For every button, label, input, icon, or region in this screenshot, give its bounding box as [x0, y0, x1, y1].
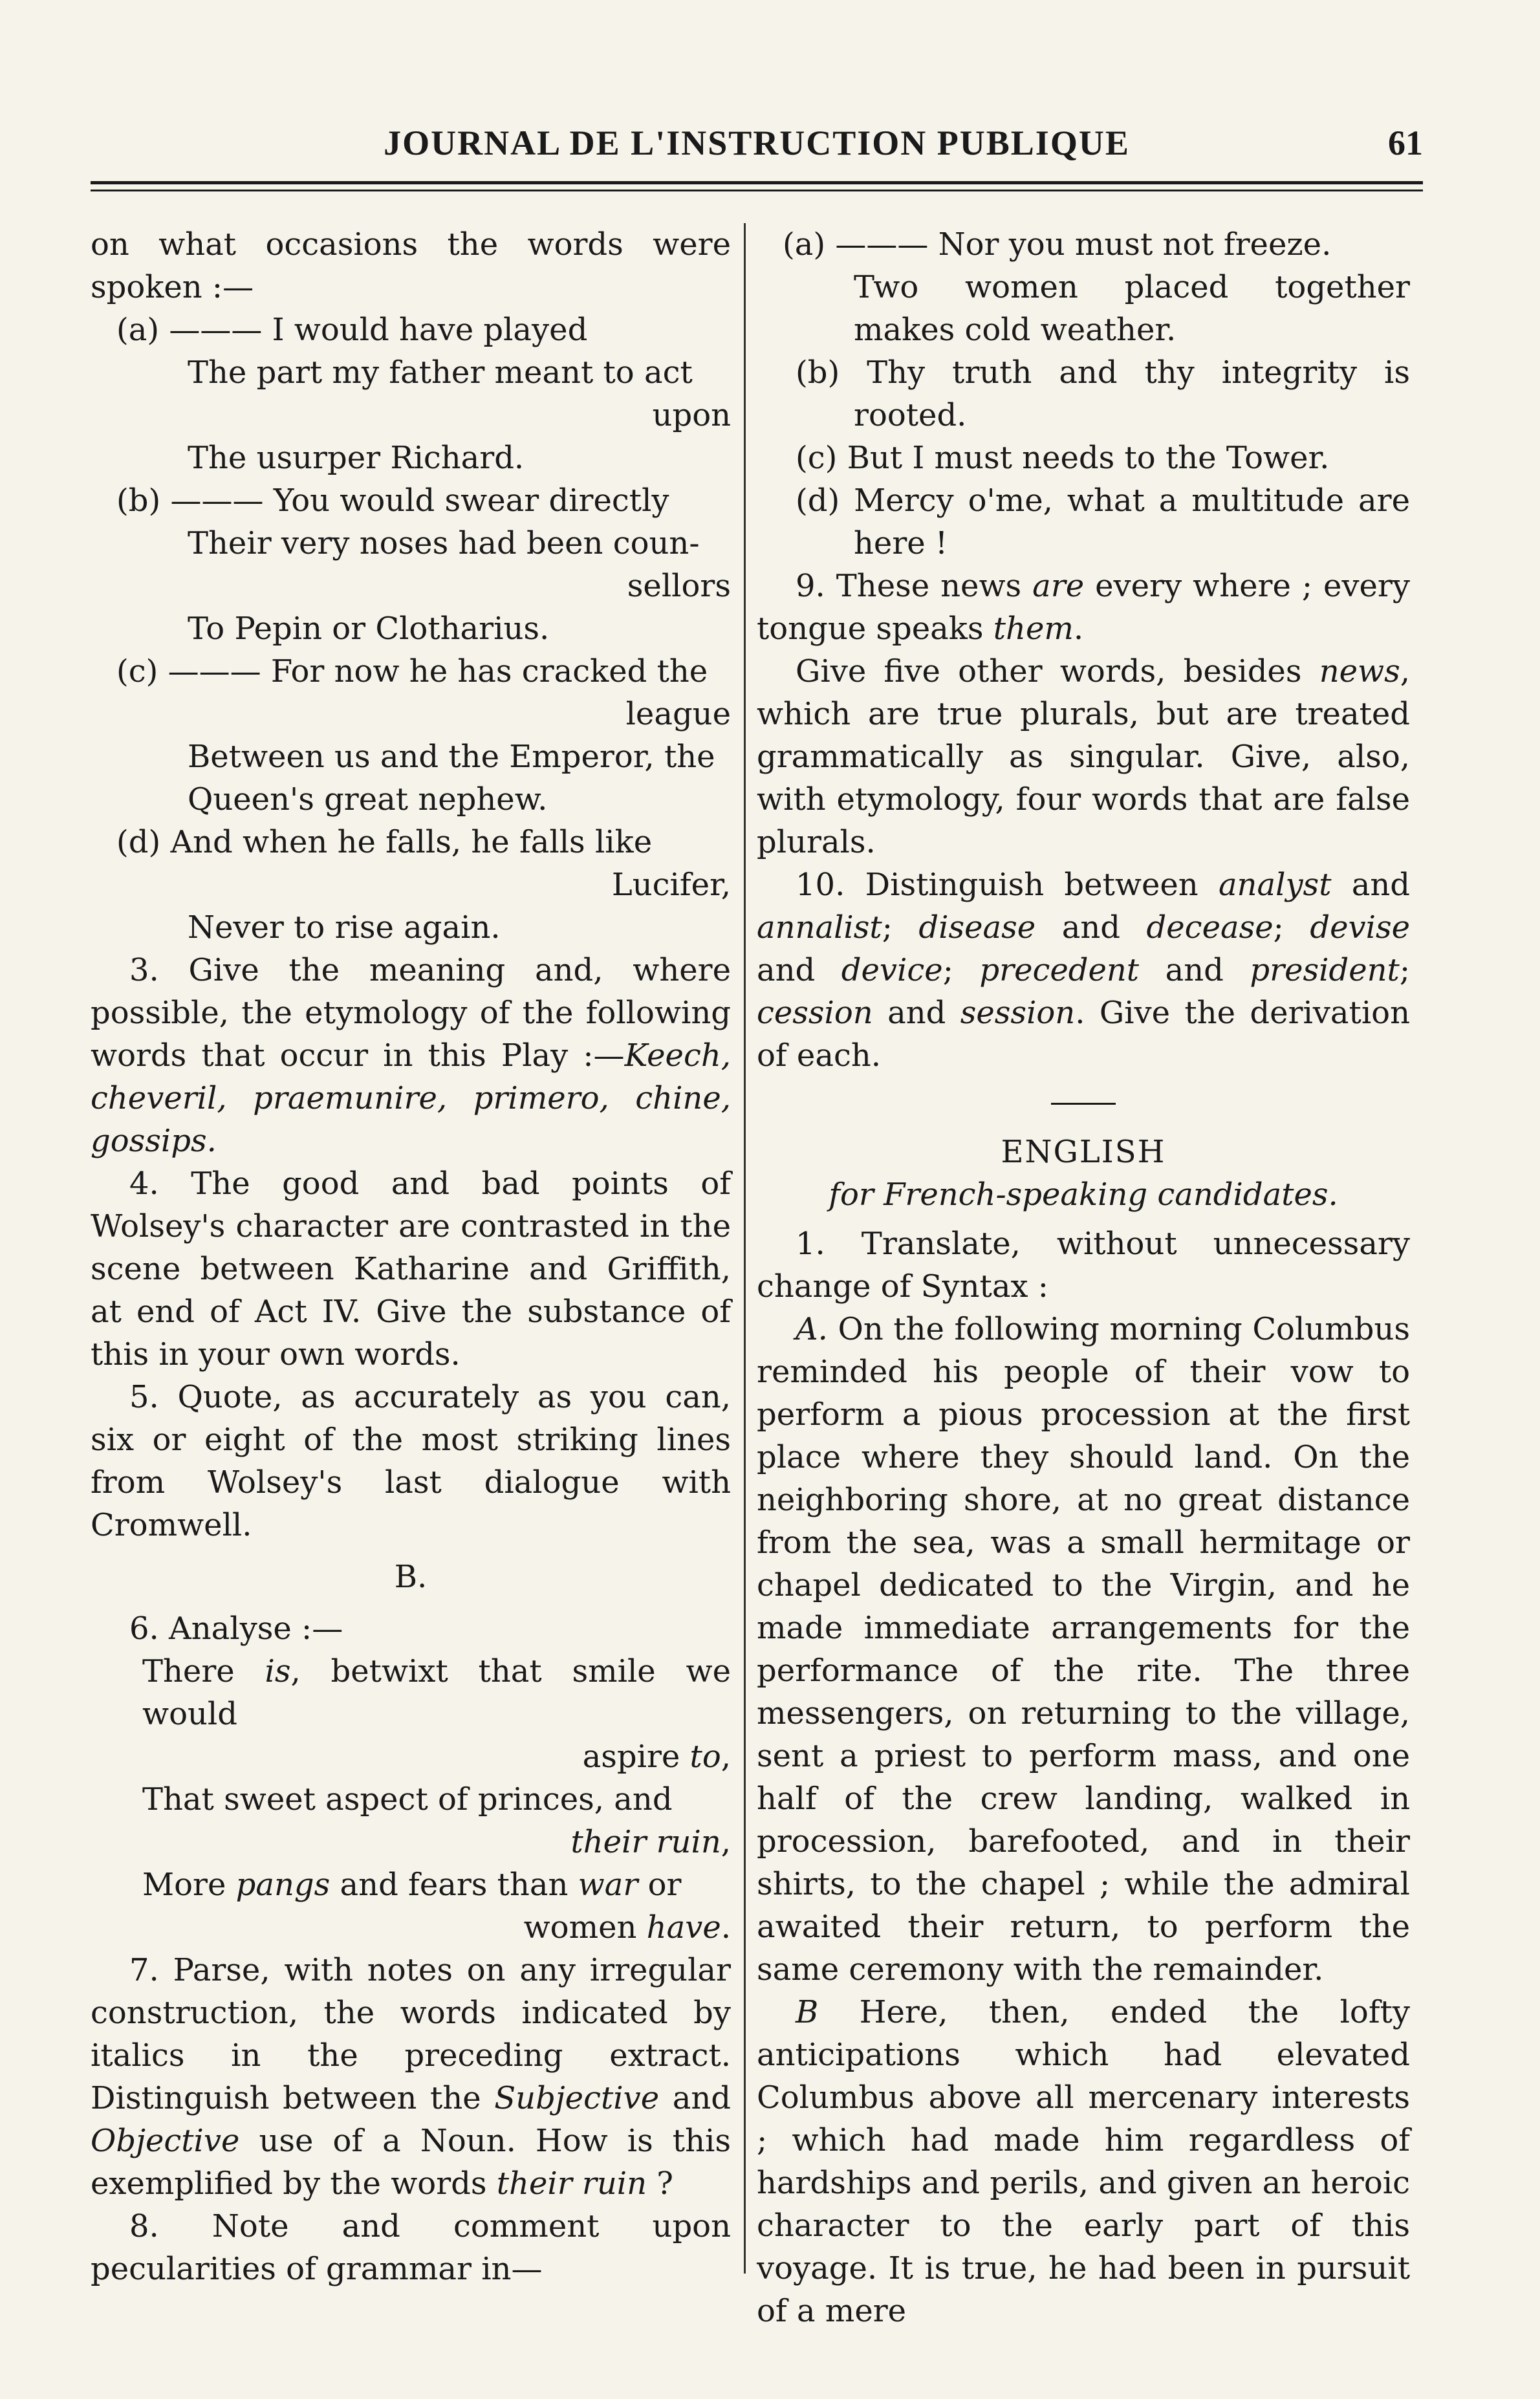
page-number: 61 — [1388, 124, 1423, 162]
question-1: 1. Translate, without unnecessary change of Syntax : — [757, 1226, 1410, 1305]
question-9-part-2: Give five other words, besides news, which are true plurals, but are treated grammatically as singular. Give, also, with etymology, four words that are false plurals. — [757, 653, 1410, 860]
question-5: 5. Quote, as accurately as you can, six or eight of the most striking lines from Wolsey's last dialogue with Cromwell. — [91, 1379, 731, 1543]
page-header — [91, 123, 1423, 175]
verse-line-2-cont: their ruin, — [570, 1824, 731, 1860]
quote-c-line-3: Between us and the Emperor, the — [188, 739, 715, 775]
passage-a — [757, 1308, 1410, 1991]
quote-a-line-3: upon — [652, 397, 731, 433]
verse-line-2: That sweet aspect of princes, and — [142, 1781, 673, 1818]
quote-b-line-4: To Pepin or Clotharius. — [188, 611, 550, 647]
question-10: 10. Distinguish between analyst and annalist; disease and decease; devise and device; precedent and president; cession and session. Give the derivation of each. — [757, 867, 1411, 1074]
right-column — [757, 223, 1411, 2329]
column-divider — [744, 223, 746, 2274]
section-subtitle: for French-speaking candidates. — [829, 1177, 1338, 1213]
section-b-heading: B. — [394, 1559, 428, 1595]
passage-b — [757, 1991, 1410, 2332]
quote-b-line-3: sellors — [627, 568, 731, 604]
running-title: JOURNAL DE L'INSTRUCTION PUBLIQUE — [384, 124, 1130, 162]
header-rule-thick — [91, 181, 1423, 184]
question-8: 8. Note and comment upon pecularities of grammar in— — [91, 2208, 731, 2287]
item-b: (b) Thy truth and thy integrity is rooted. — [796, 354, 1410, 433]
quote-c-line-4: Queen's great nephew. — [188, 781, 548, 818]
passage-b-label: B — [796, 1994, 819, 2030]
quote-c-line-1: (c) ——— For now he has cracked the — [116, 653, 708, 689]
question-3 — [91, 949, 731, 1162]
question-3-words: Keech, cheveril, praemunire, primero, chine, gossips. — [91, 1037, 731, 1159]
section-divider — [1051, 1103, 1116, 1105]
section-title-english: ENGLISH — [1001, 1134, 1166, 1170]
quote-d-line-3: Never to rise again. — [188, 909, 501, 946]
header-rule-thin — [91, 190, 1423, 191]
passage-a-text: On the following morning Columbus reminded his people of their vow to perform a pious procession at the first place where they should land. On the neighboring shore, at no great distance from the sea, was a small hermitage or chapel dedicated to the Virgin, and he made immediate arrangements for the performance of the rite. The three messengers, on returning to the village, sent a priest to perform mass, and one half of the crew landing, walked in procession, barefooted, and in their shirts, to the chapel ; while the admiral awaited their return, to perform the same ceremony with the remainder. — [757, 1311, 1410, 1988]
quote-d-line-2: Lucifer, — [611, 867, 731, 903]
question-intro: on what occasions the words were spoken :— — [91, 226, 731, 305]
quote-b-line-2: Their very noses had been coun- — [188, 525, 700, 561]
question-6: 6. Analyse :— — [129, 1611, 343, 1647]
passage-b-text: Here, then, ended the lofty anticipations which had elevated Columbus above all mercenary interests ; which had made him regardless of hardships and perils, and given an heroic character to the early part of this voyage. It is true, he had been in pursuit of a mere — [757, 1994, 1410, 2329]
verse-line-3: More pangs and fears than war or — [142, 1867, 682, 1903]
item-c: (c) But I must needs to the Tower. — [796, 440, 1330, 476]
quote-c-line-2: league — [625, 696, 731, 732]
quote-b-line-1: (b) ——— You would swear directly — [116, 483, 669, 519]
verse-line-1-cont: aspire to, — [582, 1739, 731, 1775]
quote-d-line-1: (d) And when he falls, he falls like — [116, 824, 653, 860]
item-a-line-2: Two women placed together makes cold weather. — [854, 269, 1410, 348]
question-4: 4. The good and bad points of Wolsey's character are contrasted in the scene between Katharine and Griffith, at end of Act IV. Give the substance of this in your own words. — [91, 1166, 731, 1373]
quote-a-line-1: (a) ——— I would have played — [116, 312, 588, 348]
verse-line-3-cont: women have. — [523, 1909, 731, 1946]
question-3-text: 3. Give the meaning and, where possible, the etymology of the following words that occur in this Play :— — [91, 952, 731, 1074]
item-a-line-1: (a) ——— Nor you must not freeze. — [783, 226, 1332, 263]
quote-a-line-4: The usurper Richard. — [188, 440, 525, 476]
left-column — [91, 223, 731, 2293]
quote-a-line-2: The part my father meant to act — [188, 354, 693, 391]
verse-line-1: There is, betwixt that smile we would — [142, 1653, 731, 1732]
question-9: 9. These news are every where ; every tongue speaks them. — [757, 568, 1410, 647]
question-7: 7. Parse, with notes on any irregular construction, the words indicated by italics in the preceding extract. Distinguish between the Subjective and Objective use of a Noun. How is this exemplified by the words their ruin ? — [91, 1952, 731, 2202]
item-d: (d) Mercy o'me, what a multitude are here ! — [796, 483, 1410, 561]
passage-a-label: A. — [796, 1311, 828, 1347]
